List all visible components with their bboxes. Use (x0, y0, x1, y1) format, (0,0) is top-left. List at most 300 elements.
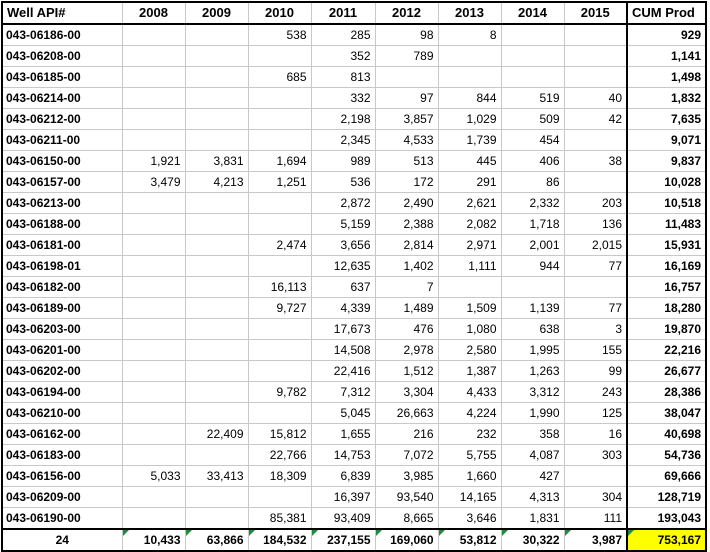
well-api-cell[interactable]: 043-06189-00 (2, 298, 122, 319)
production-cell-2015[interactable]: 2,015 (564, 235, 627, 256)
production-cell-2008[interactable] (122, 88, 185, 109)
table-row (2, 46, 706, 67)
total-value: 53,812 (459, 533, 497, 547)
totals-row (2, 529, 706, 551)
production-cell-2009[interactable] (185, 277, 248, 298)
production-cell-2011[interactable]: 16,397 (311, 487, 375, 508)
production-cell-2010[interactable]: 685 (248, 67, 311, 88)
total-cell-2010[interactable] (248, 529, 311, 551)
production-cell-2008[interactable] (122, 130, 185, 151)
production-cell-2012[interactable]: 2,388 (375, 214, 438, 235)
production-cell-2012[interactable]: 97 (375, 88, 438, 109)
production-cell-2014[interactable]: 454 (501, 130, 564, 151)
well-api-cell[interactable]: 043-06198-01 (2, 256, 122, 277)
production-cell-2009[interactable] (185, 67, 248, 88)
table-row (2, 382, 706, 403)
cum-prod-cell[interactable]: 26,677 (627, 361, 706, 382)
production-cell-2010[interactable] (248, 340, 311, 361)
production-cell-2011[interactable]: 2,198 (311, 109, 375, 130)
total-value: 63,866 (206, 533, 244, 547)
cum-prod-cell[interactable]: 9,071 (627, 130, 706, 151)
production-cell-2009[interactable] (185, 46, 248, 67)
production-cell-2008[interactable] (122, 235, 185, 256)
production-cell-2012[interactable]: 1,489 (375, 298, 438, 319)
production-cell-2011[interactable]: 536 (311, 172, 375, 193)
production-cell-2013[interactable]: 1,029 (438, 109, 501, 130)
production-cell-2010[interactable]: 9,782 (248, 382, 311, 403)
formula-warning-icon (186, 530, 192, 536)
production-cell-2011[interactable]: 352 (311, 46, 375, 67)
production-cell-2012[interactable]: 2,490 (375, 193, 438, 214)
production-cell-2010[interactable] (248, 319, 311, 340)
production-cell-2011[interactable]: 5,159 (311, 214, 375, 235)
production-cell-2011[interactable]: 3,656 (311, 235, 375, 256)
table-row (2, 214, 706, 235)
total-value: 184,532 (263, 533, 307, 547)
table-row (2, 445, 706, 466)
table-row (2, 277, 706, 298)
production-cell-2011[interactable]: 93,409 (311, 508, 375, 530)
production-cell-2011[interactable]: 637 (311, 277, 375, 298)
production-cell-2013[interactable]: 1,387 (438, 361, 501, 382)
production-cell-2011[interactable]: 2,345 (311, 130, 375, 151)
production-cell-2008[interactable] (122, 487, 185, 508)
total-value: 3,987 (591, 533, 622, 547)
production-cell-2015[interactable]: 243 (564, 382, 627, 403)
production-cell-2014[interactable] (501, 46, 564, 67)
production-cell-2014[interactable]: 406 (501, 151, 564, 172)
table-row (2, 235, 706, 256)
production-cell-2009[interactable] (185, 340, 248, 361)
production-cell-2012[interactable]: 3,985 (375, 466, 438, 487)
production-cell-2009[interactable] (185, 319, 248, 340)
well-api-cell[interactable]: 043-06209-00 (2, 487, 122, 508)
production-cell-2011[interactable]: 14,508 (311, 340, 375, 361)
well-api-cell[interactable]: 043-06150-00 (2, 151, 122, 172)
production-cell-2014[interactable]: 638 (501, 319, 564, 340)
table-row (2, 109, 706, 130)
production-cell-2014[interactable]: 2,001 (501, 235, 564, 256)
production-cell-2010[interactable]: 1,251 (248, 172, 311, 193)
formula-warning-icon (376, 530, 382, 536)
production-cell-2015[interactable]: 125 (564, 403, 627, 424)
table-row (2, 340, 706, 361)
table-row (2, 88, 706, 109)
well-api-cell[interactable]: 043-06212-00 (2, 109, 122, 130)
production-cell-2009[interactable] (185, 256, 248, 277)
well-api-cell[interactable]: 043-06183-00 (2, 445, 122, 466)
production-cell-2014[interactable]: 4,313 (501, 487, 564, 508)
well-api-cell[interactable]: 043-06188-00 (2, 214, 122, 235)
production-cell-2009[interactable] (185, 109, 248, 130)
production-cell-2014[interactable] (501, 277, 564, 298)
production-cell-2015[interactable] (564, 46, 627, 67)
production-cell-2009[interactable] (185, 214, 248, 235)
cum-prod-cell[interactable]: 11,483 (627, 214, 706, 235)
table-row (2, 466, 706, 487)
production-cell-2014[interactable]: 944 (501, 256, 564, 277)
production-cell-2015[interactable]: 3 (564, 319, 627, 340)
production-cell-2008[interactable] (122, 340, 185, 361)
production-cell-2012[interactable]: 1,402 (375, 256, 438, 277)
production-cell-2008[interactable] (122, 214, 185, 235)
production-cell-2015[interactable]: 40 (564, 88, 627, 109)
cum-prod-cell[interactable]: 16,757 (627, 277, 706, 298)
production-cell-2011[interactable]: 14,753 (311, 445, 375, 466)
well-production-table (1, 1, 707, 552)
table-row (2, 403, 706, 424)
production-cell-2014[interactable]: 86 (501, 172, 564, 193)
production-cell-2012[interactable]: 7 (375, 277, 438, 298)
production-cell-2010[interactable] (248, 130, 311, 151)
header-year-2015[interactable]: 2015 (564, 2, 627, 24)
production-cell-2012[interactable]: 172 (375, 172, 438, 193)
production-cell-2012[interactable]: 3,857 (375, 109, 438, 130)
production-cell-2008[interactable] (122, 277, 185, 298)
production-cell-2013[interactable] (438, 46, 501, 67)
production-cell-2010[interactable] (248, 193, 311, 214)
production-cell-2014[interactable]: 1,990 (501, 403, 564, 424)
production-cell-2015[interactable]: 203 (564, 193, 627, 214)
production-cell-2015[interactable]: 136 (564, 214, 627, 235)
table-row (2, 424, 706, 445)
production-cell-2015[interactable]: 16 (564, 424, 627, 445)
total-cum-prod-cell[interactable] (627, 529, 706, 551)
production-cell-2015[interactable]: 155 (564, 340, 627, 361)
production-cell-2010[interactable] (248, 46, 311, 67)
well-api-cell[interactable]: 043-06190-00 (2, 508, 122, 530)
production-cell-2012[interactable]: 93,540 (375, 487, 438, 508)
production-cell-2014[interactable]: 1,139 (501, 298, 564, 319)
production-cell-2013[interactable]: 844 (438, 88, 501, 109)
well-api-cell[interactable]: 043-06194-00 (2, 382, 122, 403)
production-cell-2008[interactable] (122, 445, 185, 466)
production-cell-2010[interactable]: 538 (248, 24, 311, 46)
well-api-cell[interactable]: 043-06208-00 (2, 46, 122, 67)
production-cell-2011[interactable]: 17,673 (311, 319, 375, 340)
total-value: 169,060 (390, 533, 434, 547)
cum-prod-cell[interactable]: 10,518 (627, 193, 706, 214)
cum-prod-cell[interactable]: 1,141 (627, 46, 706, 67)
well-api-cell[interactable]: 043-06181-00 (2, 235, 122, 256)
cum-prod-cell[interactable]: 69,666 (627, 466, 706, 487)
production-cell-2012[interactable]: 8,665 (375, 508, 438, 530)
production-cell-2013[interactable]: 2,082 (438, 214, 501, 235)
total-value: 30,322 (522, 533, 560, 547)
table-row (2, 130, 706, 151)
production-cell-2008[interactable] (122, 256, 185, 277)
production-cell-2011[interactable]: 2,872 (311, 193, 375, 214)
production-cell-2015[interactable] (564, 130, 627, 151)
production-cell-2008[interactable] (122, 109, 185, 130)
production-cell-2012[interactable]: 789 (375, 46, 438, 67)
well-api-cell[interactable]: 043-06157-00 (2, 172, 122, 193)
production-cell-2013[interactable]: 445 (438, 151, 501, 172)
production-cell-2013[interactable]: 2,580 (438, 340, 501, 361)
production-cell-2010[interactable]: 15,812 (248, 424, 311, 445)
production-cell-2009[interactable] (185, 445, 248, 466)
production-cell-2010[interactable] (248, 403, 311, 424)
total-cell-2011[interactable] (311, 529, 375, 551)
production-cell-2014[interactable]: 509 (501, 109, 564, 130)
total-cell-2013[interactable] (438, 529, 501, 551)
production-cell-2012[interactable]: 513 (375, 151, 438, 172)
production-cell-2008[interactable] (122, 319, 185, 340)
production-cell-2009[interactable] (185, 88, 248, 109)
total-cell-2008[interactable] (122, 529, 185, 551)
production-cell-2008[interactable] (122, 403, 185, 424)
production-cell-2015[interactable]: 303 (564, 445, 627, 466)
production-cell-2009[interactable] (185, 24, 248, 46)
production-cell-2010[interactable] (248, 88, 311, 109)
production-cell-2009[interactable]: 3,831 (185, 151, 248, 172)
well-api-cell[interactable]: 043-06201-00 (2, 340, 122, 361)
cum-prod-cell[interactable]: 7,635 (627, 109, 706, 130)
formula-warning-icon (565, 530, 571, 536)
production-cell-2014[interactable] (501, 24, 564, 46)
production-cell-2009[interactable]: 4,213 (185, 172, 248, 193)
production-cell-2013[interactable]: 2,971 (438, 235, 501, 256)
production-cell-2010[interactable]: 16,113 (248, 277, 311, 298)
total-cell-2015[interactable] (564, 529, 627, 551)
formula-warning-icon (628, 530, 634, 536)
production-cell-2015[interactable]: 42 (564, 109, 627, 130)
table-row (2, 361, 706, 382)
production-cell-2013[interactable]: 1,080 (438, 319, 501, 340)
production-cell-2008[interactable] (122, 24, 185, 46)
production-cell-2008[interactable] (122, 67, 185, 88)
production-cell-2010[interactable]: 1,694 (248, 151, 311, 172)
production-cell-2013[interactable]: 1,111 (438, 256, 501, 277)
production-cell-2014[interactable]: 358 (501, 424, 564, 445)
production-cell-2013[interactable]: 232 (438, 424, 501, 445)
production-cell-2011[interactable]: 813 (311, 67, 375, 88)
production-cell-2015[interactable]: 304 (564, 487, 627, 508)
cum-prod-cell[interactable]: 128,719 (627, 487, 706, 508)
production-cell-2012[interactable]: 7,072 (375, 445, 438, 466)
production-cell-2013[interactable]: 4,433 (438, 382, 501, 403)
production-cell-2015[interactable] (564, 24, 627, 46)
production-cell-2013[interactable]: 1,509 (438, 298, 501, 319)
header-year-2014[interactable]: 2014 (501, 2, 564, 24)
cum-prod-cell[interactable]: 28,386 (627, 382, 706, 403)
production-cell-2011[interactable]: 332 (311, 88, 375, 109)
production-cell-2012[interactable]: 98 (375, 24, 438, 46)
formula-warning-icon (439, 530, 445, 536)
production-cell-2014[interactable]: 3,312 (501, 382, 564, 403)
production-cell-2008[interactable] (122, 382, 185, 403)
production-cell-2009[interactable] (185, 298, 248, 319)
production-cell-2008[interactable] (122, 298, 185, 319)
production-cell-2010[interactable] (248, 487, 311, 508)
header-cum-prod[interactable]: CUM Prod (627, 2, 706, 24)
cum-prod-cell[interactable]: 1,832 (627, 88, 706, 109)
production-cell-2011[interactable]: 7,312 (311, 382, 375, 403)
production-cell-2008[interactable] (122, 424, 185, 445)
production-cell-2008[interactable]: 1,921 (122, 151, 185, 172)
table-row (2, 67, 706, 88)
header-year-2009[interactable]: 2009 (185, 2, 248, 24)
production-cell-2012[interactable]: 2,978 (375, 340, 438, 361)
production-cell-2010[interactable]: 2,474 (248, 235, 311, 256)
cum-prod-cell[interactable]: 18,280 (627, 298, 706, 319)
production-cell-2010[interactable]: 18,309 (248, 466, 311, 487)
production-cell-2008[interactable]: 5,033 (122, 466, 185, 487)
formula-warning-icon (249, 530, 255, 536)
production-cell-2010[interactable] (248, 361, 311, 382)
production-cell-2013[interactable]: 4,224 (438, 403, 501, 424)
production-cell-2013[interactable]: 1,739 (438, 130, 501, 151)
production-cell-2011[interactable]: 4,339 (311, 298, 375, 319)
production-cell-2012[interactable] (375, 67, 438, 88)
well-api-cell[interactable]: 043-06185-00 (2, 67, 122, 88)
production-cell-2013[interactable] (438, 67, 501, 88)
production-cell-2008[interactable]: 3,479 (122, 172, 185, 193)
table-row (2, 298, 706, 319)
table-row (2, 487, 706, 508)
production-cell-2011[interactable]: 22,416 (311, 361, 375, 382)
production-cell-2015[interactable]: 111 (564, 508, 627, 530)
production-cell-2009[interactable] (185, 235, 248, 256)
cum-prod-cell[interactable]: 19,870 (627, 319, 706, 340)
total-cell-2009[interactable] (185, 529, 248, 551)
production-cell-2011[interactable]: 5,045 (311, 403, 375, 424)
production-cell-2015[interactable] (564, 172, 627, 193)
cum-prod-cell[interactable]: 193,043 (627, 508, 706, 530)
totals-well-count[interactable]: 24 (2, 529, 122, 551)
well-api-cell[interactable]: 043-06214-00 (2, 88, 122, 109)
production-cell-2015[interactable]: 99 (564, 361, 627, 382)
cum-prod-cell[interactable]: 929 (627, 24, 706, 46)
production-cell-2012[interactable]: 476 (375, 319, 438, 340)
table-row (2, 151, 706, 172)
production-cell-2013[interactable]: 3,646 (438, 508, 501, 530)
production-cell-2013[interactable]: 2,621 (438, 193, 501, 214)
production-cell-2008[interactable] (122, 361, 185, 382)
production-cell-2011[interactable]: 12,635 (311, 256, 375, 277)
well-api-cell[interactable]: 043-06210-00 (2, 403, 122, 424)
production-cell-2008[interactable] (122, 193, 185, 214)
production-cell-2013[interactable]: 8 (438, 24, 501, 46)
formula-warning-icon (123, 530, 129, 536)
production-cell-2014[interactable]: 1,995 (501, 340, 564, 361)
cum-prod-cell[interactable]: 9,837 (627, 151, 706, 172)
table-body (2, 24, 706, 529)
cum-prod-cell[interactable]: 1,498 (627, 67, 706, 88)
production-cell-2010[interactable] (248, 109, 311, 130)
well-api-cell[interactable]: 043-06213-00 (2, 193, 122, 214)
production-cell-2010[interactable]: 22,766 (248, 445, 311, 466)
production-cell-2013[interactable]: 291 (438, 172, 501, 193)
cum-prod-cell[interactable]: 40,698 (627, 424, 706, 445)
production-cell-2014[interactable]: 427 (501, 466, 564, 487)
production-cell-2010[interactable] (248, 256, 311, 277)
well-api-cell[interactable]: 043-06203-00 (2, 319, 122, 340)
header-year-2008[interactable]: 2008 (122, 2, 185, 24)
production-cell-2009[interactable] (185, 361, 248, 382)
production-cell-2009[interactable] (185, 382, 248, 403)
production-cell-2015[interactable]: 38 (564, 151, 627, 172)
cum-prod-cell[interactable]: 38,047 (627, 403, 706, 424)
header-year-2011[interactable]: 2011 (311, 2, 375, 24)
production-cell-2011[interactable]: 6,839 (311, 466, 375, 487)
production-cell-2010[interactable]: 85,381 (248, 508, 311, 530)
well-api-cell[interactable]: 043-06162-00 (2, 424, 122, 445)
production-cell-2010[interactable]: 9,727 (248, 298, 311, 319)
production-cell-2013[interactable]: 14,165 (438, 487, 501, 508)
production-cell-2009[interactable]: 33,413 (185, 466, 248, 487)
production-cell-2012[interactable]: 2,814 (375, 235, 438, 256)
production-cell-2015[interactable] (564, 67, 627, 88)
cum-prod-cell[interactable]: 16,169 (627, 256, 706, 277)
table-row (2, 24, 706, 46)
well-api-cell[interactable]: 043-06202-00 (2, 361, 122, 382)
production-cell-2012[interactable]: 216 (375, 424, 438, 445)
production-cell-2009[interactable]: 22,409 (185, 424, 248, 445)
header-year-2012[interactable]: 2012 (375, 2, 438, 24)
production-cell-2012[interactable]: 4,533 (375, 130, 438, 151)
production-cell-2014[interactable]: 519 (501, 88, 564, 109)
well-api-cell[interactable]: 043-06186-00 (2, 24, 122, 46)
production-cell-2015[interactable] (564, 277, 627, 298)
table-row (2, 193, 706, 214)
total-cell-2014[interactable] (501, 529, 564, 551)
cum-prod-cell[interactable]: 22,216 (627, 340, 706, 361)
production-cell-2008[interactable] (122, 46, 185, 67)
production-cell-2015[interactable] (564, 466, 627, 487)
production-cell-2011[interactable]: 285 (311, 24, 375, 46)
total-value: 237,155 (327, 533, 371, 547)
formula-warning-icon (502, 530, 508, 536)
production-cell-2010[interactable] (248, 214, 311, 235)
production-cell-2009[interactable] (185, 193, 248, 214)
production-cell-2014[interactable]: 1,831 (501, 508, 564, 530)
table-row (2, 256, 706, 277)
production-cell-2014[interactable] (501, 67, 564, 88)
production-cell-2011[interactable]: 1,655 (311, 424, 375, 445)
cum-prod-cell[interactable]: 15,931 (627, 235, 706, 256)
production-cell-2013[interactable]: 5,755 (438, 445, 501, 466)
header-year-2013[interactable]: 2013 (438, 2, 501, 24)
header-year-2010[interactable]: 2010 (248, 2, 311, 24)
production-cell-2014[interactable]: 1,718 (501, 214, 564, 235)
production-cell-2014[interactable]: 4,087 (501, 445, 564, 466)
well-api-cell[interactable]: 043-06156-00 (2, 466, 122, 487)
header-row (2, 2, 706, 24)
header-well-api[interactable]: Well API# (2, 2, 122, 24)
cum-prod-cell[interactable]: 10,028 (627, 172, 706, 193)
production-cell-2011[interactable]: 989 (311, 151, 375, 172)
cum-prod-cell[interactable]: 54,736 (627, 445, 706, 466)
production-cell-2013[interactable] (438, 277, 501, 298)
total-value: 10,433 (143, 533, 181, 547)
production-cell-2009[interactable] (185, 403, 248, 424)
production-cell-2015[interactable]: 77 (564, 256, 627, 277)
production-cell-2009[interactable] (185, 487, 248, 508)
production-cell-2012[interactable]: 3,304 (375, 382, 438, 403)
well-api-cell[interactable]: 043-06211-00 (2, 130, 122, 151)
production-cell-2009[interactable] (185, 130, 248, 151)
production-cell-2014[interactable]: 1,263 (501, 361, 564, 382)
total-cell-2012[interactable] (375, 529, 438, 551)
production-cell-2013[interactable]: 1,660 (438, 466, 501, 487)
table-row (2, 319, 706, 340)
production-cell-2012[interactable]: 1,512 (375, 361, 438, 382)
production-cell-2012[interactable]: 26,663 (375, 403, 438, 424)
production-cell-2014[interactable]: 2,332 (501, 193, 564, 214)
production-cell-2015[interactable]: 77 (564, 298, 627, 319)
well-api-cell[interactable]: 043-06182-00 (2, 277, 122, 298)
